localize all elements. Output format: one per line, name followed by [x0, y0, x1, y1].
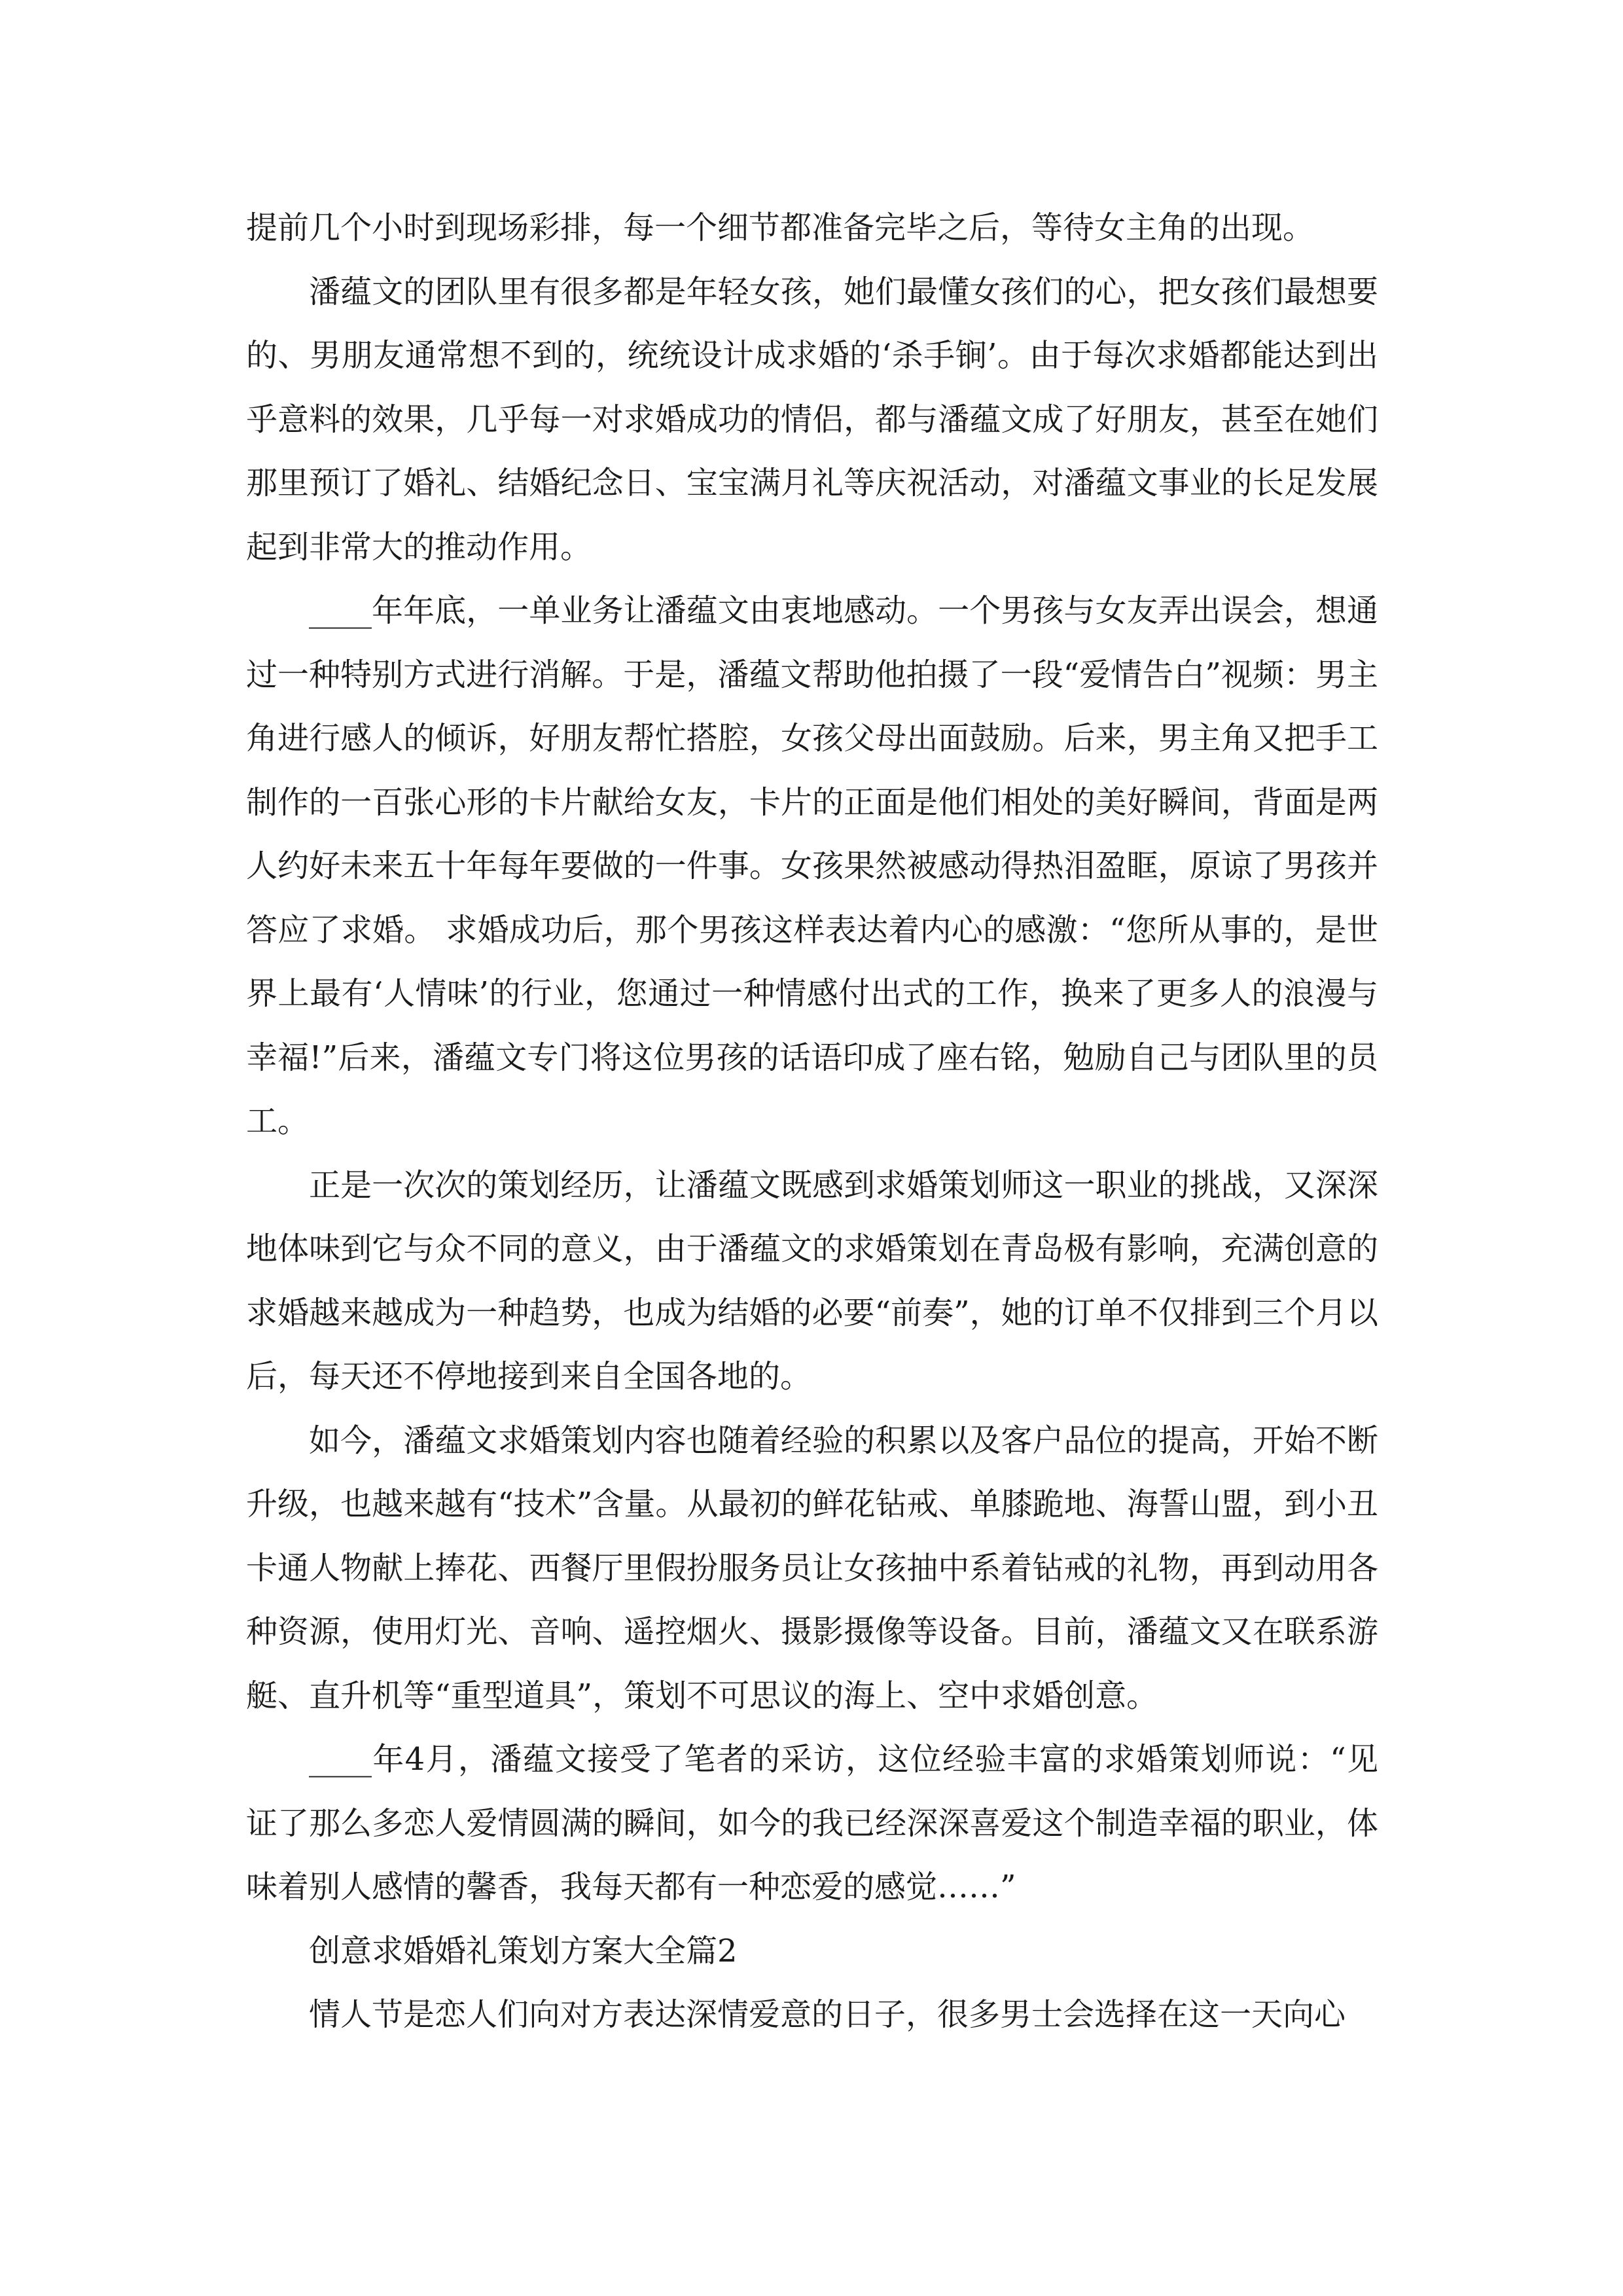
paragraph: 潘蕴文的团队里有很多都是年轻女孩，她们最懂女孩们的心，把女孩们最想要的、男朋友通常想不到的，统统设计成求婚的‘杀手锏’。由于每次求婚都能达到出乎意料的效果，几乎每一对求婚成功的情侣，都与潘蕴文成了好朋友，甚至在她们那里预订了婚礼、结婚纪念日、宝宝满月礼等庆祝活动，对潘蕴文事业的长足发展起到非常大的推动作用。 — [246, 273, 1378, 565]
paragraph: ____年4月，潘蕴文接受了笔者的采访，这位经验丰富的求婚策划师说：“见证了那么多恋人爱情圆满的瞬间，如今的我已经深深喜爱这个制造幸福的职业，体味着别人感情的馨香，我每天都有一种恋爱的感觉……” — [246, 1741, 1378, 1905]
paragraph: 如今，潘蕴文求婚策划内容也随着经验的积累以及客户品位的提高，开始不断升级，也越来越有“技术”含量。从最初的鲜花钻戒、单膝跪地、海誓山盟，到小丑卡通人物献上捧花、西餐厅里假扮服务员让女孩抽中系着钻戒的礼物，再到动用各种资源，使用灯光、音响、遥控烟火、摄影摄像等设备。目前，潘蕴文又在联系游艇、直升机等“重型道具”，策划不可思议的海上、空中求婚创意。 — [246, 1422, 1378, 1714]
paragraph: 正是一次次的策划经历，让潘蕴文既感到求婚策划师这一职业的挑战，又深深地体味到它与众不同的意义，由于潘蕴文的求婚策划在青岛极有影响，充满创意的求婚越来越成为一种趋势，也成为结婚的必要“前奏”，她的订单不仅排到三个月以后，每天还不停地接到来自全国各地的。 — [246, 1166, 1378, 1395]
paragraph: 提前几个小时到现场彩排，每一个细节都准备完毕之后，等待女主角的出现。 — [246, 209, 1315, 246]
section-heading: 创意求婚婚礼策划方案大全篇2 — [309, 1932, 738, 1969]
paragraph: 情人节是恋人们向对方表达深情爱意的日子，很多男士会选择在这一天向心 — [309, 1996, 1346, 2033]
paragraph: ____年年底，一单业务让潘蕴文由衷地感动。一个男孩与女友弄出误会，想通过一种特别方式进行消解。于是，潘蕴文帮助他拍摄了一段“爱情告白”视频：男主角进行感人的倾诉，好朋友帮忙搭腔，女孩父母出面鼓励。后来，男主角又把手工制作的一百张心形的卡片献给女友，卡片的正面是他们相处的美好瞬间，背面是两人约好未来五十年每年要做的一件事。女孩果然被感动得热泪盈眶，原谅了男孩并答应了求婚。 求婚成功后，那个男孩这样表达着内心的感激：“您所从事的，是世界上最有‘人情味’的行业，您通过一种情感付出式的工作，换来了更多人的浪漫与幸福!”后来，潘蕴文专门将这位男孩的话语印成了座右铭，勉励自己与团队里的员工。 — [246, 592, 1378, 1139]
document-body — [246, 196, 1378, 2047]
